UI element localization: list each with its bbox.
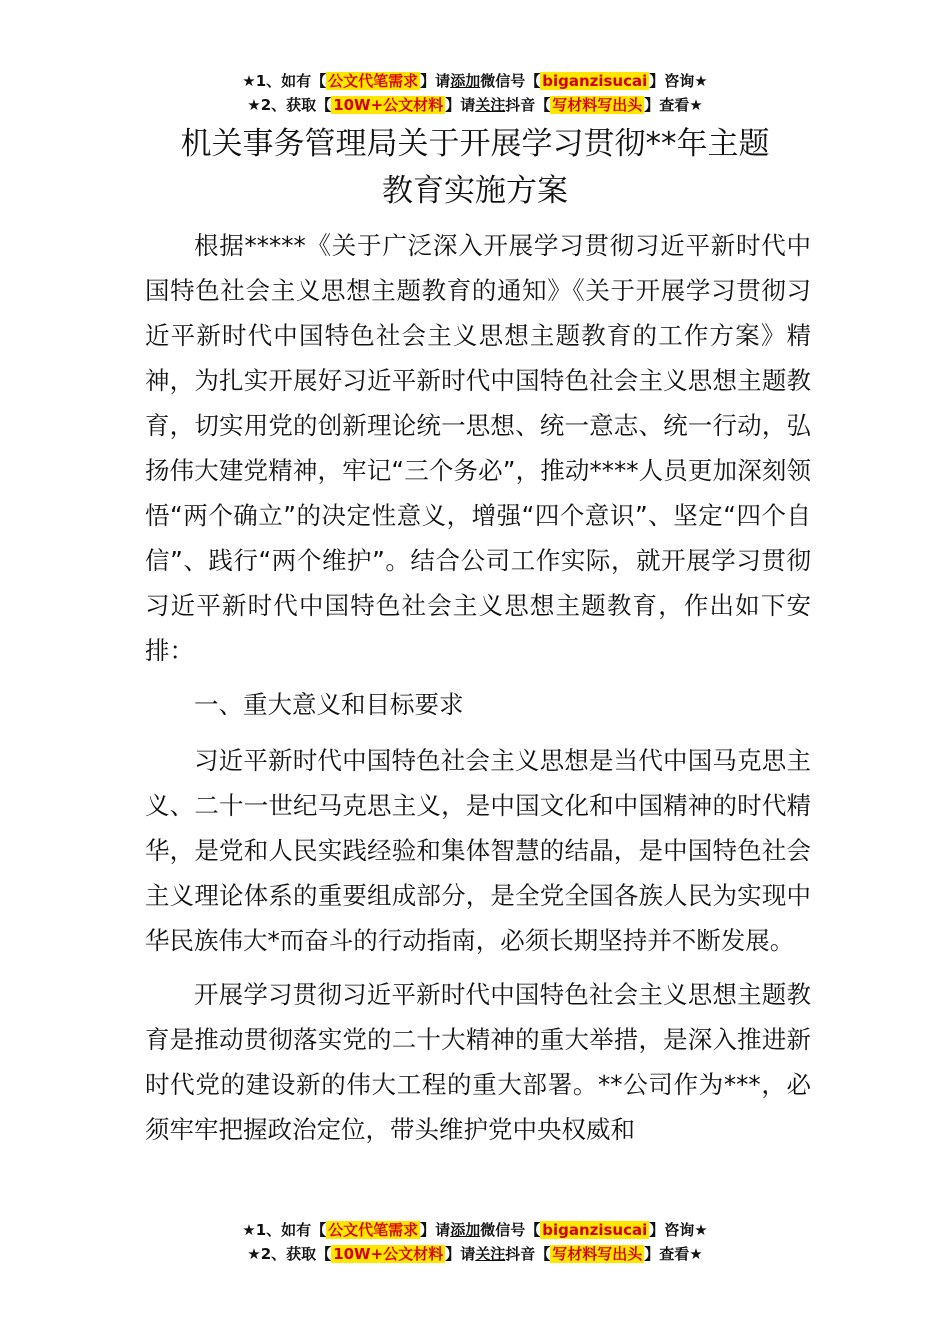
promo-text: 抖音【 (505, 96, 551, 114)
promo-text: 抖音【 (505, 1245, 551, 1263)
promo-highlight: biganzisucai (542, 1221, 648, 1239)
document-title (60, 121, 890, 215)
promo-highlight: 公文代笔需求 (328, 72, 419, 90)
promo-underline: 关注 (475, 96, 506, 114)
promo-text: ★1、如有【 (242, 1221, 327, 1239)
promo-text: 】查看★ (644, 1245, 703, 1263)
promo-line-2 (0, 1242, 950, 1266)
title-line-1: 机关事务管理局关于开展学习贯彻**年主题 (180, 126, 770, 162)
promo-text: 微信号【 (480, 1221, 541, 1239)
body-paragraph: 习近平新时代中国特色社会主义思想是当代中国马克思主义、二十一世纪马克思主义，是中国文化和中国精神的时代精华，是党和人民实践经验和集体智慧的结晶，是中国特色社会主义理论体系的重要组成部分，是全党全国各族人民为实现中华民族伟大*而奋斗的行动指南，必须长期坚持并不断发展。 (145, 746, 811, 955)
promo-line-2 (0, 93, 950, 117)
promo-text: ★2、获取【 (247, 1245, 332, 1263)
promo-highlight: 写材料写出头 (552, 96, 643, 114)
promo-line-1 (0, 69, 950, 93)
promo-highlight: 写材料写出头 (552, 1245, 643, 1263)
promo-text: 微信号【 (480, 72, 541, 90)
promo-text: 】查看★ (644, 96, 703, 114)
promo-underline: 添加 (450, 72, 481, 90)
promo-text: 】咨询★ (649, 1221, 708, 1239)
body-paragraph: 开展学习贯彻习近平新时代中国特色社会主义思想主题教育是推动贯彻落实党的二十大精神的重大举措，是深入推进新时代党的建设新的伟大工程的重大部署。**公司作为***，必须牢牢把握政治定位，带头维护党中央权威和 (145, 980, 811, 1144)
promo-banner-bottom (0, 1218, 950, 1266)
promo-highlight: 10W+公文材料 (333, 1245, 444, 1263)
promo-highlight: 10W+公文材料 (333, 96, 444, 114)
promo-text: 】请 (420, 1221, 451, 1239)
promo-text: 】请 (445, 96, 476, 114)
promo-banner-top (0, 69, 950, 117)
title-line-2: 教育实施方案 (382, 173, 568, 209)
document-body (145, 223, 811, 1161)
promo-underline: 关注 (475, 1245, 506, 1263)
promo-highlight: 公文代笔需求 (328, 1221, 419, 1239)
promo-text: 】请 (420, 72, 451, 90)
promo-highlight: biganzisucai (542, 72, 648, 90)
promo-line-1 (0, 1218, 950, 1242)
promo-text: 】咨询★ (649, 72, 708, 90)
promo-underline: 添加 (450, 1221, 481, 1239)
promo-text: 】请 (445, 1245, 476, 1263)
promo-text: ★1、如有【 (242, 72, 327, 90)
promo-text: ★2、获取【 (247, 96, 332, 114)
body-paragraph: 根据*****《关于广泛深入开展学习贯彻习近平新时代中国特色社会主义思想主题教育的通知》《关于开展学习贯彻习近平新时代中国特色社会主义思想主题教育的工作方案》精神，为扎实开展好习近平新时代中国特色社会主义思想主题教育，切实用党的创新理论统一思想、统一意志、统一行动，弘扬伟大建党精神，牢记“三个务必”，推动****人员更加深刻领悟“两个确立”的决定性意义，增强“四个意识”、坚定“四个自信”、践行“两个维护”。结合公司工作实际，就开展学习贯彻习近平新时代中国特色社会主义思想主题教育，作出如下安排： (145, 231, 811, 665)
section-heading: 一、重大意义和目标要求 (194, 690, 464, 719)
